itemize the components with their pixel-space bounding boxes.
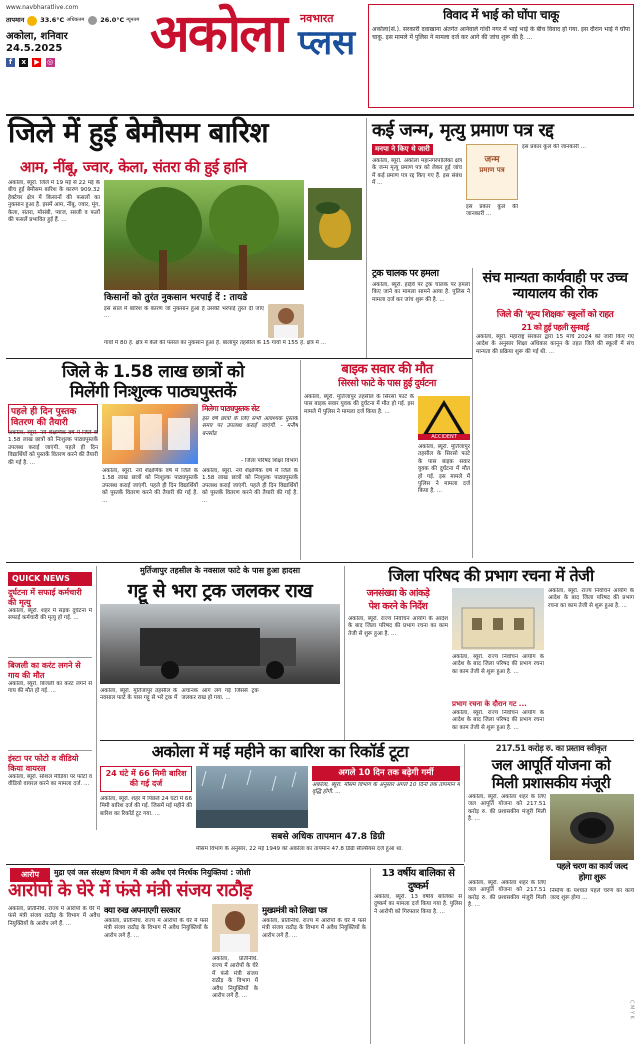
zp-body: अकोला, ब्यूरो. राज्य निर्वाचन आयोग के आदेश के बाद जिला परिषद की प्रभाग रचना का काम तेजी से शुरू हुआ है. ... xyxy=(348,616,448,637)
rain-alert-title: अगले 10 दिन तक बढ़ेगी गर्मी xyxy=(312,766,460,781)
water-body-2: अकोला, ब्यूरो. अकोला शहर के लिए जल आपूर्ति योजना को 217.51 करोड़ रु. की प्रशासकीय मंजूरी मिली है. ... xyxy=(468,880,546,909)
zp-headline: जिला परिषद की प्रभाग रचना में तेजी xyxy=(388,566,594,585)
footer-code: C M Y K xyxy=(628,1000,635,1019)
aarop-label: आरोप xyxy=(10,868,50,882)
zp-sub-title: प्रभाग रचना के दौरान गट ... xyxy=(452,700,527,708)
aarop-kicker: मुद्रा एवं जल संरक्षण विभाग में की अवैध एवं निरर्थक नियुक्तियां : जोशी xyxy=(54,868,251,877)
aarop-headline: आरोपों के घेरे में फंसे मंत्री संजय राठौड़ xyxy=(8,880,252,901)
card-line-2: प्रमाण पत्र xyxy=(479,166,505,175)
orchard-photo xyxy=(104,180,304,290)
dushkarm-headline: 13 वर्षीय बालिका से दुष्कर्म xyxy=(381,868,455,892)
zp-body-right: अकोला, ब्यूरो. राज्य निर्वाचन आयोग के आदेश के बाद जिला परिषद की प्रभाग रचना का काम तेजी से शुरू हुआ है. ... xyxy=(548,588,634,609)
rain-temp-line: सबसे अधिक तापमान 47.8 डिग्री xyxy=(271,832,385,842)
masthead-brand: प्लस xyxy=(298,23,356,63)
lead-caption-body: इस साल में बारिश के कारण जो नुकसान हुआ है उसकी भरपाई तुरंत दी जाए ... xyxy=(104,306,264,320)
person-photo xyxy=(268,304,304,338)
lead-headline: जिले में हुई बेमौसम बारिश xyxy=(8,116,269,149)
water-kicker: 217.51 करोड़ रु. का प्रस्ताव स्वीकृत xyxy=(495,744,607,754)
top-right-headline: विवाद में भाई को घोंपा चाकू xyxy=(443,8,559,22)
zp-building-photo xyxy=(452,588,544,650)
birth-kicker-badge: मनपा ने किए थे जारी xyxy=(372,144,433,155)
quick-item-body: अकोला, ब्यूरो. सोशल मीडिया पर फोटो व वीडियो वायरल करने का मामला दर्ज. ... xyxy=(8,774,92,788)
temp-max-label: अधिकतम xyxy=(66,17,85,24)
truck-icon xyxy=(100,604,340,684)
dushkarm-body: अकोला, ब्यूरो. 13 वर्षीय बालिका से दुष्कर्म का मामला दर्ज किया गया है. पुलिस ने आरोपी को गिरफ्तार किया है. ... xyxy=(374,894,462,915)
zp-kicker-2: पेश करने के निर्देश xyxy=(368,601,428,612)
masthead-title: अकोला xyxy=(150,4,286,64)
top-right-story xyxy=(368,4,634,108)
temp-min: 26.0°C xyxy=(100,16,125,25)
truck-fire-body: अकोला, ब्यूरो. मुर्तिजापुर तहसील के नवसाल फाटे के पास गट्टू से भरे ट्रक में अचानक आग लग गई जिससे ट्रक जलकर राख हो गया. ... xyxy=(100,688,259,702)
truck-attack-body: अकोला, ब्यूरो. हाईवे पर ट्रक चालक पर हमला किए जाने का मामला सामने आया है. पुलिस ने मामला दर्ज कर जांच शुरू की है. ... xyxy=(372,282,470,303)
books-body-3: अकोला, ब्यूरो. नये शैक्षणिक वर्ष में जिले के 1.58 लाख छात्रों को निःशुल्क पाठ्यपुस्तकें उपलब्ध कराई जाएंगी. पहले ही दिन विद्यार्थियों को पुस्तकें वितरण करने की तैयारी की गई है. ... xyxy=(202,468,298,504)
quick-item-1 xyxy=(8,588,92,658)
building-icon xyxy=(452,588,544,650)
zp-body-mid-2: अकोला, ब्यूरो. राज्य निर्वाचन आयोग के आदेश के बाद जिला परिषद की प्रभाग रचना का काम तेजी से शुरू हुआ है. ... xyxy=(452,710,544,731)
x-icon[interactable]: x xyxy=(19,58,28,67)
city-day: अकोला, शनिवार xyxy=(6,30,68,42)
accident-badge: ACCIDENT xyxy=(418,434,470,440)
books-body-2: अकोला, ब्यूरो. नये शैक्षणिक वर्ष में जिले के 1.58 लाख छात्रों को निःशुल्क पाठ्यपुस्तकें उपलब्ध कराई जाएंगी. पहले ही दिन विद्यार्थियों को पुस्तकें वितरण करने की तैयारी की गई है. ... xyxy=(102,468,198,504)
aarop-body: अकोला, प्रतिनिधि. राज्य में आरोपों के घेरे में फंसे मंत्री संजय राठौड़ के विभाग में अवैध नियुक्तियों के आरोप लगे हैं. ... xyxy=(8,906,100,927)
birth-body: अकोला, ब्यूरो. अकोला महानगरपालिका क्षेत्र के जन्म मृत्यु प्रमाण पत्र को लेकर हुई जांच में कई प्रमाण पत्र रद्द किए गए हैं. इस संबंध में ... xyxy=(372,158,462,187)
youtube-icon[interactable]: ▶ xyxy=(34,57,40,66)
lead-body: अकोला, ब्यूरो. जिले में 19 मई से 22 मई के बीच हुई बेमौसम बारिश के कारण 909.32 हेक्टेयर क्षेत्र में किसानों की फसलों का नुकसान हुआ है. इसमें आम, नींबू, ज्वार, मूंग, केला, संतरा, मोसंबी, प्याज, सब्जी व फलों की फसलें प्रभावित हुई हैं. ... xyxy=(8,180,100,223)
instagram-icon[interactable]: ◎ xyxy=(47,57,54,66)
aarop-body-2: अकोला, प्रतिनिधि. राज्य में आरोपों के घेरे में फंसे मंत्री संजय राठौड़ के विभाग में अवैध नियुक्तियों के आरोप लगे हैं. ... xyxy=(212,956,258,999)
aarop-q-body: अकोला, प्रतिनिधि. राज्य में आरोपों के घेरे में फंसे मंत्री संजय राठौड़ के विभाग में अवैध नियुक्तियों के आरोप लगे हैं. ... xyxy=(104,918,208,939)
water-pipe-photo xyxy=(550,794,634,860)
water-caption-body: निर्माण के पश्चात पहले चरण का कार्य जल्द शुरू होगा ... xyxy=(550,888,634,902)
lead-subhead: आम, नींबू, ज्वार, केला, संतरा की हुई हानि xyxy=(20,158,247,176)
pipe-icon xyxy=(550,794,634,860)
lead-photo-caption: किसानों को तुरंत नुकसान भरपाई दें : तायडे xyxy=(104,293,248,303)
books-photo xyxy=(102,404,198,464)
book-icon xyxy=(102,404,198,464)
bike-headline-2: सिरसो फाटे के पास हुई दुर्घटना xyxy=(338,378,436,389)
truck-fire-headline: गट्टू से भरा ट्रक जलकर राख xyxy=(127,580,313,602)
aarop-cm-title: मुख्यमंत्री को लिखा पत्र xyxy=(262,906,327,916)
minister-photo xyxy=(212,904,258,952)
temp-label: तापमान xyxy=(6,16,25,25)
bike-body: अकोला, ब्यूरो. मूर्तिजापुर तहसील के सिरसो फाटे के पास बाइक सवार युवक की दुर्घटना में मौत हो गई. इस मामले में पुलिस ने मामला दर्ज किया है. ... xyxy=(304,394,414,415)
quick-item-body: अकोला, ब्यूरो. बिजली का करंट लगने से गाय की मौत हो गई. ... xyxy=(8,681,92,695)
birth-note-left: इस प्रकार कुल की जानकारी ... xyxy=(466,204,518,218)
rain-body: अकोला, ब्यूरो. शहर में पिछले 24 घंटों में 66 मिमी बारिश दर्ज की गई. जिसमें मई महीने की बारिश का रिकॉर्ड टूट गया. ... xyxy=(100,796,192,817)
truck-fire-photo xyxy=(100,604,340,684)
books-quote-by: - जिला परिषद शिक्षा विभाग xyxy=(241,458,298,464)
masthead-brand-sub-top: नवभारत xyxy=(300,12,334,25)
water-body: अकोला, ब्यूरो. अकोला शहर के लिए जल आपूर्ति योजना को 217.51 करोड़ रु. की प्रशासकीय मंजूरी मिली है. ... xyxy=(468,794,546,823)
sanch-body: अकोला, ब्यूरो. महाराष्ट्र सरकार द्वारा 15 मार्च 2024 को जारी किए गए आदेश के अनुसार शिक्षा अधिकार कानून के तहत जिले की स्कूलों में संच मान्यता की प्रक्रिया शुरू की गई थी. ... xyxy=(476,334,634,355)
avatar xyxy=(212,904,258,952)
rain-temp-body: मौसम विभाग के अनुसार, 22 मई 1949 को अकोला का तापमान 47.8 डिग्री सेल्सियस दर्ज हुआ था. xyxy=(196,846,404,852)
quick-news-list xyxy=(8,588,92,834)
sun-icon xyxy=(27,16,37,26)
zp-body-mid: अकोला, ब्यूरो. राज्य निर्वाचन आयोग के आदेश के बाद जिला परिषद की प्रभाग रचना का काम तेजी से शुरू हुआ है. ... xyxy=(452,654,544,675)
aarop-cm-body: अकोला, प्रतिनिधि. राज्य में आरोपों के घेरे में फंसे मंत्री संजय राठौड़ के विभाग में अवैध नियुक्तियों के आरोप लगे हैं. ... xyxy=(262,918,366,939)
birth-headline: कई जन्म, मृत्यु प्रमाण पत्र रद्द xyxy=(372,120,554,141)
books-body: अकोला, ब्यूरो. नये शैक्षणिक वर्ष में जिले के 1.58 लाख छात्रों को निःशुल्क पाठ्यपुस्तकें उपलब्ध कराई जाएंगी. पहले ही दिन विद्यार्थियों को पुस्तकें वितरण करने की तैयारी की गई है. ... xyxy=(8,430,98,466)
quick-item-2 xyxy=(8,661,92,751)
rain-headline: अकोला में मई महीने का बारिश का रिकॉर्ड टूटा xyxy=(151,742,409,761)
quick-item-3 xyxy=(8,754,92,834)
moon-icon xyxy=(88,16,97,25)
lead-tail-body: गांवों में 80 हे. क्षेत्र में केले की फसल का नुकसान हुआ है. बालापुर तहसील के 15 गांवों में 155 हे. क्षेत्र में ... xyxy=(104,340,326,346)
truck-attack-headline: ट्रक चालक पर हमला xyxy=(372,268,439,279)
site-url[interactable]: www.navbharatlive.com xyxy=(6,4,79,11)
truck-fire-kicker: मुर्तिजापुर तहसील के नवसाल फाटे के पास हुआ हादसा xyxy=(139,566,301,575)
temp-min-label: न्यूनतम xyxy=(126,17,140,24)
quick-item-title: दुर्घटना में सफाई कर्मचारी की मृत्यु xyxy=(8,588,82,607)
aarop-q-title: क्या रुख अपनाएगी सरकार xyxy=(104,906,180,916)
water-headline-1: जल आपूर्ति योजना को xyxy=(491,756,611,774)
issue-date: 24.5.2025 xyxy=(6,43,63,54)
quick-item-body: अकोला, ब्यूरो. शहर में सड़क दुर्घटना में सफाई कर्मचारी की मृत्यु हो गई. ... xyxy=(8,608,92,622)
rain-icon xyxy=(196,766,308,828)
books-quote: इस वर्ष छात्रों के लिए सभी आवश्यक पुस्तकें समय पर उपलब्ध कराई जाएंगी. - मनीष बनसोड xyxy=(202,416,298,437)
top-right-body: अकोला(सं.). सरकारी दवाखाना अंतर्गत आनेवाले गांधी नगर में भाई भाई के बीच विवाद हो गया. इस दौरान भाई ने घोंपा चाकू. इस मामले में पुलिस ने मामला दर्ज कर आगे की जांच शुरू की है. ... xyxy=(372,26,630,41)
rain-box-title: 24 घंटे में 66 मिमी बारिश की गई दर्ज xyxy=(100,766,192,792)
bike-headline-1: बाइक सवार की मौत xyxy=(341,362,433,377)
water-headline-2: मिली प्रशासकीय मंजूरी xyxy=(491,774,611,792)
sanch-headline: संच मान्यता कार्यवाही पर उच्च न्यायालय की रोक xyxy=(482,270,628,303)
temp-max: 33.6°C xyxy=(40,16,65,25)
bike-body-2: अकोला, ब्यूरो. मूर्तिजापुर तहसील के सिरसो फाटे के पास बाइक सवार युवक की दुर्घटना में मौत हो गई. इस मामले में पुलिस ने मामला दर्ज किया है. ... xyxy=(418,444,470,495)
tree-icon xyxy=(104,180,304,290)
books-sidebar-title: पहले ही दिन पुस्तक वितरण की तैयारी xyxy=(8,404,98,433)
zp-kicker-1: जनसंख्या के आंकड़े xyxy=(366,588,430,599)
books-headline-2: मिलेंगी निःशुल्क पाठ्यपुस्तकें xyxy=(69,382,237,402)
quick-item-title: इंस्टा पर फोटो व वीडियो किया वायरल xyxy=(8,754,79,773)
rain-alert-body: अकोला, ब्यूरो. मौसम विभाग के अनुसार अगले 10 दिनों तक तापमान में वृद्धि होगी. ... xyxy=(312,782,460,796)
books-mid-title: मिलेगा पाठ्यपुस्तक सेट xyxy=(202,404,260,413)
birth-certificate-card xyxy=(466,144,518,200)
sanch-kicker: 21 को हुई पहली सुनवाई xyxy=(521,323,589,332)
water-photo-caption: पहले चरण का कार्य जल्द होगा शुरू xyxy=(556,862,628,883)
birth-kicker xyxy=(372,144,458,155)
sanch-subhead: जिले की 'शून्य शिक्षक' स्कूलों को राहत xyxy=(496,310,614,320)
books-headline-1: जिले के 1.58 लाख छात्रों को xyxy=(61,362,245,382)
quick-item-title: बिजली का करंट लगने से गाय की मौत xyxy=(8,661,81,680)
facebook-icon[interactable]: f xyxy=(6,58,15,67)
quick-news-label: QUICK NEWS xyxy=(8,572,92,586)
mango-photo xyxy=(308,188,362,260)
birth-note: इस प्रकार कुल की जानकारी ... xyxy=(522,144,586,150)
rain-photo xyxy=(196,766,308,828)
accident-photo xyxy=(418,396,470,440)
avatar xyxy=(268,304,304,338)
card-line-1: जन्म xyxy=(484,155,500,165)
